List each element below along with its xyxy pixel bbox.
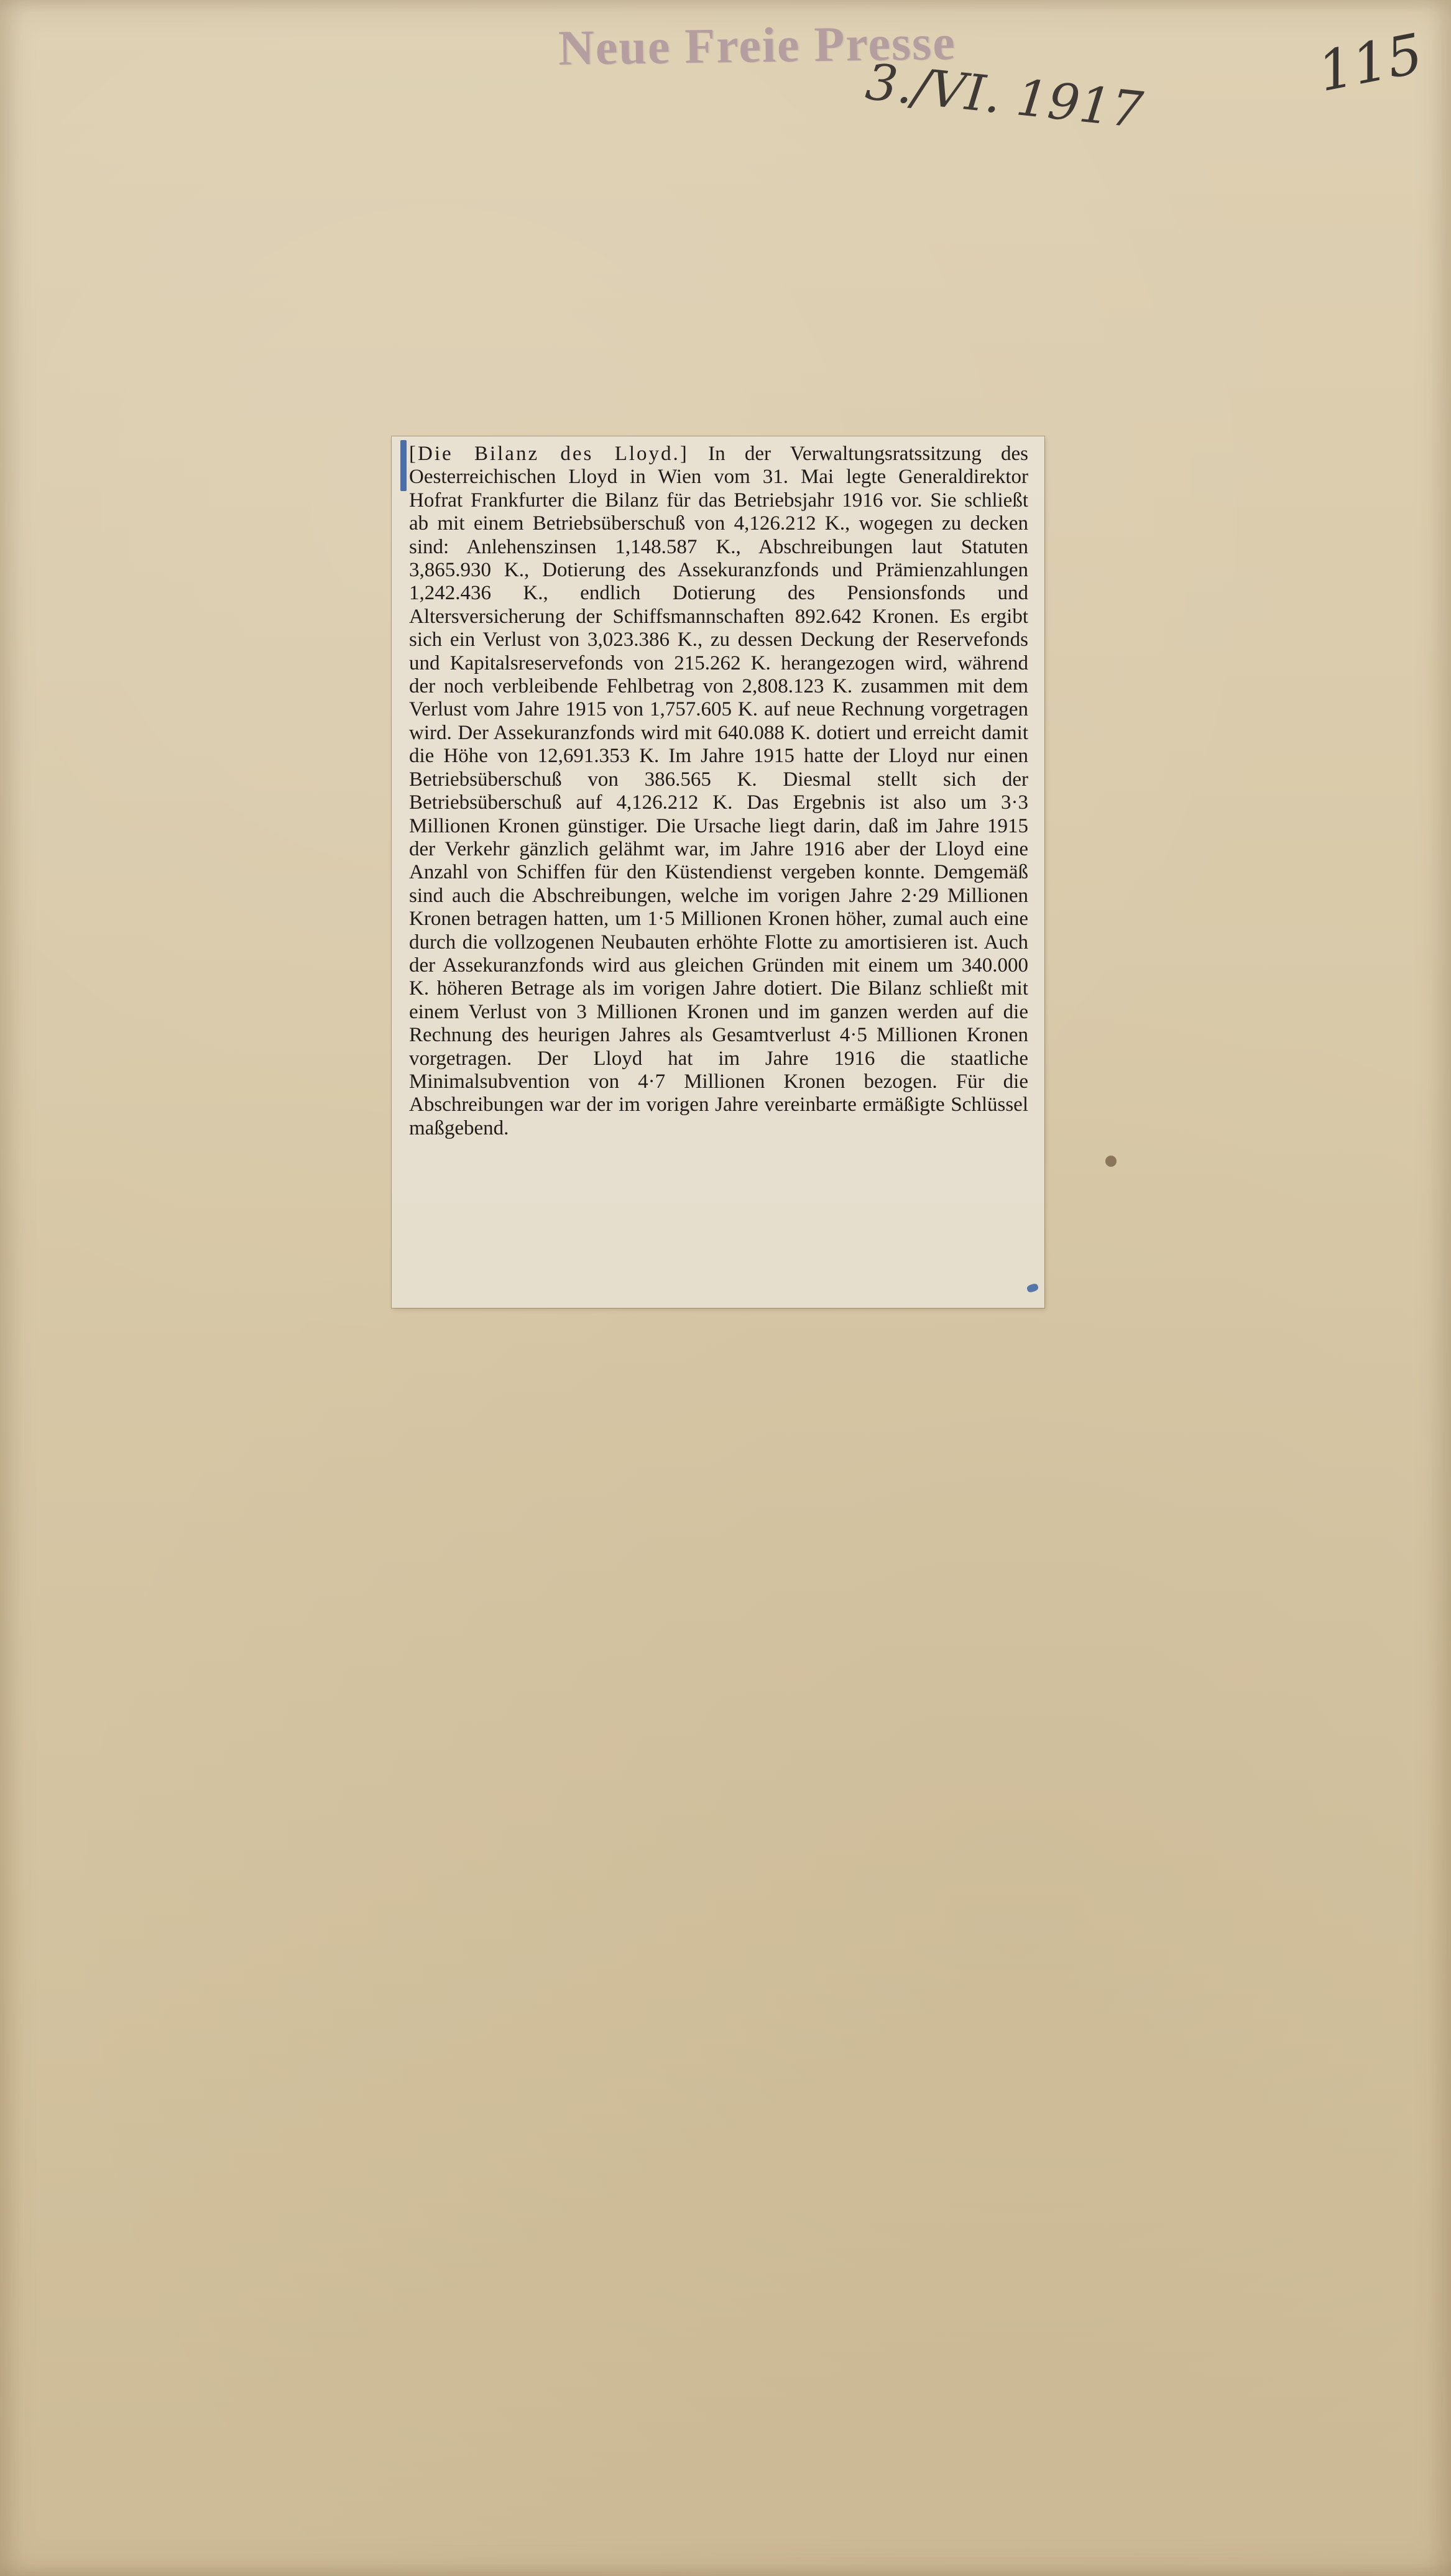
newspaper-stamp: Neue Freie Presse	[558, 15, 957, 76]
clipping-paragraph	[409, 443, 1028, 1300]
clipping-headline: [Die Bilanz des Lloyd.]	[409, 443, 689, 465]
clipping-body: In der Verwaltungsratssitzung des Oesterreichischen Lloyd in Wien vom 31. Mai legte Generaldirektor Hofrat Frankfurter die Bilanz für das Betriebsjahr 1916 vor. Sie schließt ab mit einem Betriebsüberschuß von 4,126.212 K., wogegen zu decken sind: Anlehenszinsen 1,148.587 K., Abschreibungen laut Statuten 3,865.930 K., Dotierung des Assekuranzfonds und Prämienzahlungen 1,242.436 K., endlich Dotierung des Pensionsfonds und Altersversicherung der Schiffsmannschaften 892.642 Kronen. Es ergibt sich ein Verlust von 3,023.386 K., zu dessen Deckung der Reservefonds und Kapitalsreservefonds von 215.262 K. herangezogen wird, während der noch verbleibende Fehlbetrag von 2,808.123 K. zusammen mit dem Verlust vom Jahre 1915 von 1,757.605 K. auf neue Rechnung vorgetragen wird. Der Assekuranzfonds wird mit 640.088 K. dotiert und erreicht damit die Höhe von 12,691.353 K. Im Jahre 1915 hatte der Lloyd nur einen Betriebsüberschuß von 386.565 K. Diesmal stellt sich der Betriebsüberschuß auf 4,126.212 K. Das Ergebnis ist also um 3·3 Millionen Kronen günstiger. Die Ursache liegt darin, daß im Jahre 1915 der Verkehr gänzlich gelähmt war, im Jahre 1916 aber der Lloyd eine Anzahl von Schiffen für den Küstendienst vergeben konnte. Demgemäß sind auch die Abschreibungen, welche im vorigen Jahre 2·29 Millionen Kronen betragen hatten, um 1·5 Millionen Kronen höher, zumal auch eine durch die vollzogenen Neubauten erhöhte Flotte zu amortisieren ist. Auch der Assekuranzfonds wird aus gleichen Gründen mit einem um 340.000 K. höheren Betrage als im vorigen Jahre dotiert. Die Bilanz schließt mit einem Verlust von 3 Millionen Kronen und im ganzen werden auf die Rechnung des heurigen Jahres als Gesamtverlust 4·5 Millionen Kronen vorgetragen. Der Lloyd hat im Jahre 1916 die staatliche Minimalsubvention von 4·7 Millionen Kronen bezogen. Für die Abschreibungen war der im vorigen Jahre vereinbarte ermäßigte Schlüssel maßgebend.	[409, 443, 1028, 1139]
paper-speck	[1105, 1156, 1117, 1167]
newspaper-clipping	[392, 436, 1044, 1308]
blue-marker-icon	[400, 440, 407, 491]
folio-number: 115	[1312, 21, 1428, 104]
handwritten-date: 3./VI. 1917	[863, 52, 1146, 140]
